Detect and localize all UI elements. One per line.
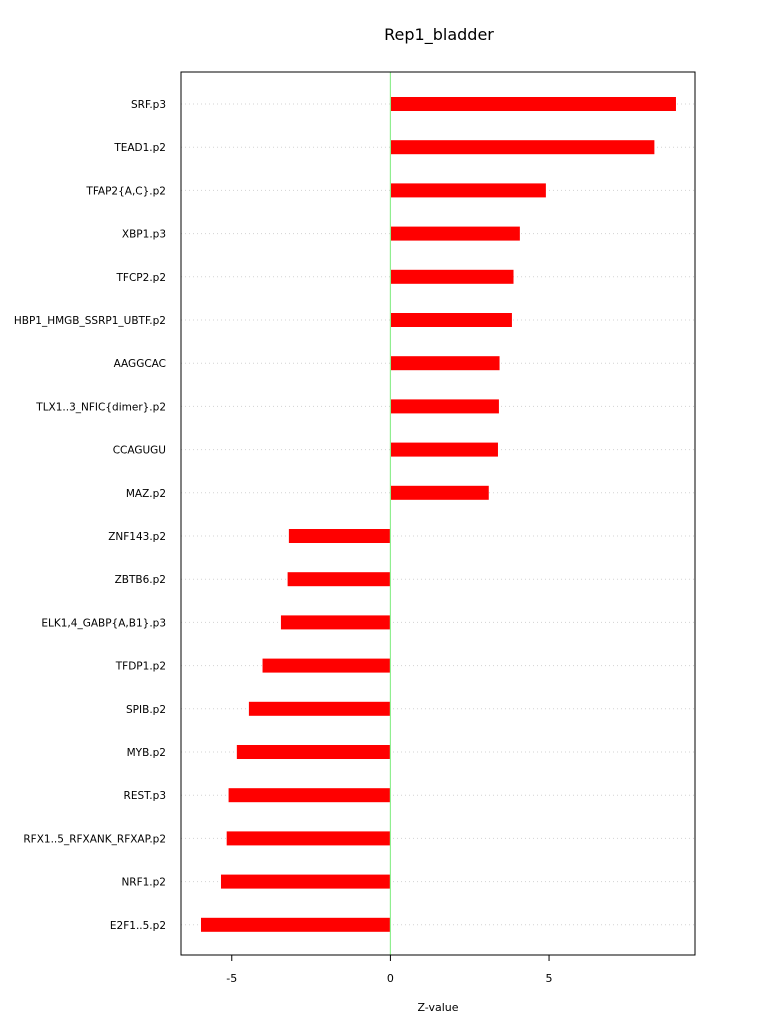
category-label: ZNF143.p2 <box>108 531 166 543</box>
category-label: XBP1.p3 <box>121 228 166 241</box>
category-labels <box>14 99 166 932</box>
bar-layer <box>201 72 676 955</box>
bar <box>390 183 545 197</box>
category-label: TFDP1.p2 <box>115 660 166 673</box>
bar <box>201 918 390 932</box>
x-tick-label: -5 <box>226 972 238 985</box>
bar <box>390 356 499 370</box>
bar <box>281 615 390 629</box>
category-label: E2F1..5.p2 <box>109 919 166 932</box>
bar <box>390 399 499 413</box>
category-label: TLX1..3_NFIC{dimer}.p2 <box>36 401 166 414</box>
bar <box>390 140 654 154</box>
category-label: ELK1,4_GABP{A,B1}.p3 <box>41 617 166 630</box>
bar <box>390 443 498 457</box>
chart-title: Rep1_bladder <box>384 25 494 44</box>
x-axis <box>181 72 695 985</box>
bar <box>263 659 391 673</box>
bar <box>237 745 391 759</box>
category-label: AAGGCAC <box>113 358 166 371</box>
bar <box>221 875 390 889</box>
category-label: SPIB.p2 <box>126 703 166 716</box>
category-label: RFX1..5_RFXANK_RFXAP.p2 <box>23 833 166 846</box>
bar <box>390 97 676 111</box>
bar <box>390 486 488 500</box>
category-label: TFCP2.p2 <box>116 271 166 284</box>
bar <box>249 702 391 716</box>
bar <box>229 788 391 802</box>
bar <box>289 529 391 543</box>
category-label: CCAGUGU <box>112 444 166 457</box>
category-label: MYB.p2 <box>126 747 166 759</box>
bar <box>288 572 391 586</box>
category-label: HBP1_HMGB_SSRP1_UBTF.p2 <box>13 315 166 327</box>
bar <box>390 270 513 284</box>
category-label: TFAP2{A,C}.p2 <box>86 185 166 198</box>
category-label: REST.p3 <box>123 790 166 803</box>
bar <box>390 227 519 241</box>
x-tick-label: 0 <box>386 972 394 985</box>
x-axis-title: Z-value <box>417 1001 459 1014</box>
bar <box>390 313 512 327</box>
bar <box>227 831 391 845</box>
category-label: ZBTB6.p2 <box>114 574 166 587</box>
category-label: MAZ.p2 <box>125 487 166 500</box>
x-tick-label: 5 <box>545 972 553 985</box>
category-label: TEAD1.p2 <box>114 142 166 155</box>
category-label: NRF1.p2 <box>121 876 166 889</box>
category-label: SRF.p3 <box>131 99 166 111</box>
plot-frame <box>181 72 695 955</box>
